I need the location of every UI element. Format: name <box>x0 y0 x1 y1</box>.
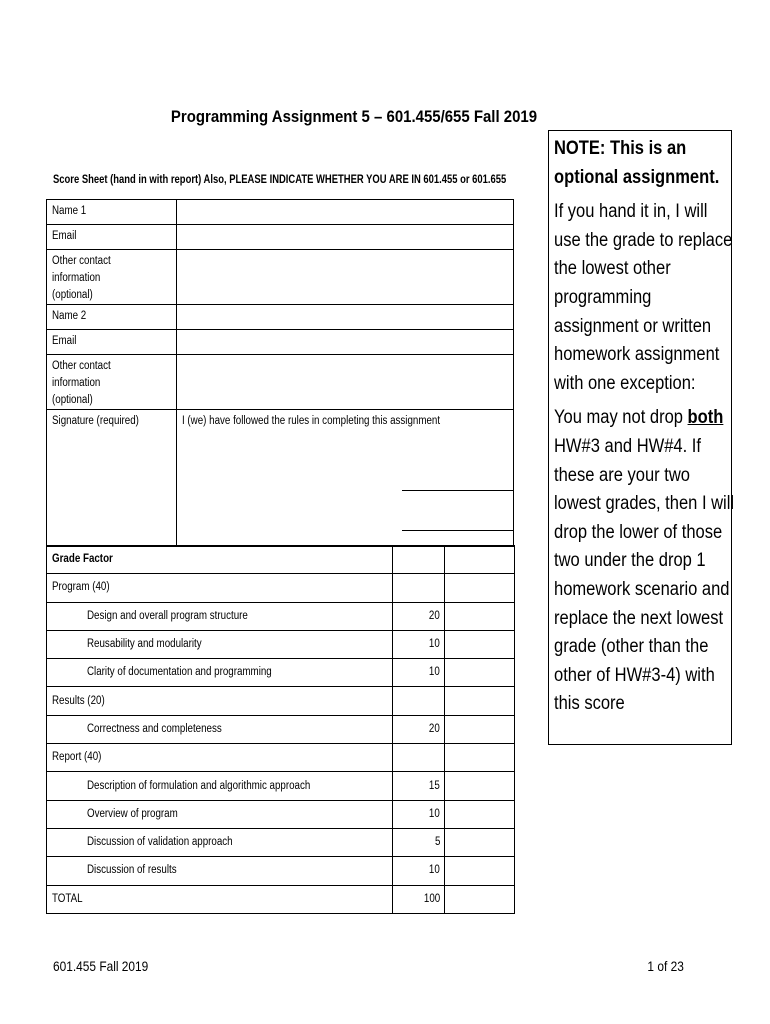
grade-row-label: Report (40) <box>52 751 102 764</box>
footer-course: 601.455 Fall 2019 <box>53 958 149 974</box>
grade-row-score-field[interactable] <box>445 800 515 828</box>
grade-row-label: Program (40) <box>52 581 110 594</box>
name2-field[interactable] <box>177 305 514 330</box>
other-contact2-label <box>52 358 153 409</box>
grade-row-label: Results (20) <box>52 694 105 707</box>
note-emphasis-both: both <box>687 407 724 429</box>
grade-row-points: 20 <box>429 609 440 622</box>
grade-row <box>47 828 515 856</box>
grade-row-label: Reusability and modularity <box>87 638 202 651</box>
other-contact2-label-line1: Other contact information <box>52 360 111 389</box>
email2-label: Email <box>52 335 77 347</box>
score-header-cell <box>445 546 515 574</box>
email2-field[interactable] <box>177 330 514 355</box>
grade-row <box>47 772 515 800</box>
grade-row <box>47 574 515 602</box>
note-paragraph-1: If you hand it in, I will use the grade to replace the lowest other programming assignment or written homework assignment with one exception: <box>554 201 733 394</box>
grade-row-label: Overview of program <box>87 807 178 820</box>
name2-label: Name 2 <box>52 310 87 322</box>
grade-row <box>47 687 515 715</box>
other-contact1-label-line2: (optional) <box>52 289 93 301</box>
grade-row <box>47 630 515 658</box>
email1-row <box>47 225 514 250</box>
grade-row-score-field[interactable] <box>445 630 515 658</box>
grade-row-score-field[interactable] <box>445 744 515 772</box>
grade-row-score-field[interactable] <box>445 687 515 715</box>
grade-row-score-field[interactable] <box>445 715 515 743</box>
other-contact1-field[interactable] <box>177 250 514 305</box>
total-row <box>47 885 515 913</box>
score-sheet-instructions: Score Sheet (hand in with report) Also, PLEASE INDICATE WHETHER YOU ARE IN 601.455 or 601.655 <box>53 174 507 186</box>
grade-row-label: Description of formulation and algorithmic approach <box>87 779 311 792</box>
other-contact1-label <box>52 253 153 304</box>
other-contact2-row <box>47 355 514 410</box>
grade-row-score-field[interactable] <box>445 574 515 602</box>
grade-row <box>47 659 515 687</box>
signature-line-2[interactable] <box>402 530 514 531</box>
grade-row-label: Design and overall program structure <box>87 609 248 622</box>
other-contact1-row <box>47 250 514 305</box>
grade-row-label: Clarity of documentation and programming <box>87 666 272 679</box>
grade-row-points: 20 <box>429 722 440 735</box>
optional-assignment-note <box>548 130 735 745</box>
signature-field[interactable] <box>177 410 514 547</box>
name2-row <box>47 305 514 330</box>
grade-row-score-field[interactable] <box>445 857 515 885</box>
grade-row <box>47 857 515 885</box>
note-paragraph-2-rest: HW#3 and HW#4. If these are your two lowest grades, then I will drop the lower of those two under the drop 1 homework scenario and replace the next lowest grade (other than the other of HW#3-4) with this score <box>554 435 735 715</box>
grade-row-score-field[interactable] <box>445 772 515 800</box>
grade-row <box>47 715 515 743</box>
signature-line-1[interactable] <box>402 490 514 491</box>
email1-label: Email <box>52 230 77 242</box>
name1-row <box>47 200 514 225</box>
points-header-cell <box>393 546 445 574</box>
grade-factor-header: Grade Factor <box>52 553 113 566</box>
signature-label: Signature (required) <box>52 415 139 427</box>
grade-row-points: 10 <box>429 666 440 679</box>
note-paragraph-2 <box>554 404 737 719</box>
grade-header-row <box>47 546 515 574</box>
email2-row <box>47 330 514 355</box>
other-contact2-field[interactable] <box>177 355 514 410</box>
grade-row-label: Correctness and completeness <box>87 722 222 735</box>
total-score-field[interactable] <box>445 885 515 913</box>
grade-row <box>47 602 515 630</box>
signature-statement: I (we) have followed the rules in completing this assignment <box>182 415 441 427</box>
grade-row <box>47 744 515 772</box>
signature-row <box>47 410 514 547</box>
grade-row-points: 10 <box>429 864 440 877</box>
total-points: 100 <box>423 892 440 905</box>
grade-row-points: 5 <box>434 836 440 849</box>
grade-row-points: 10 <box>429 638 440 651</box>
other-contact2-label-line2: (optional) <box>52 394 93 406</box>
name1-label: Name 1 <box>52 205 87 217</box>
grade-factor-table <box>46 545 515 914</box>
grade-row-score-field[interactable] <box>445 828 515 856</box>
note-paragraph-2-start: You may not drop <box>554 407 688 429</box>
page-number: 1 of 23 <box>647 958 684 974</box>
student-info-table <box>46 199 514 547</box>
grade-row-points: 15 <box>429 779 440 792</box>
grade-row-score-field[interactable] <box>445 659 515 687</box>
document-title: Programming Assignment 5 – 601.455/655 Fall 2019 <box>170 107 538 126</box>
note-heading: NOTE: This is an optional assignment. <box>554 138 720 188</box>
grade-row-label: Discussion of validation approach <box>87 836 233 849</box>
grade-row-label: Discussion of results <box>87 864 177 877</box>
grade-row-points: 10 <box>429 807 440 820</box>
grade-row <box>47 800 515 828</box>
email1-field[interactable] <box>177 225 514 250</box>
grade-row-score-field[interactable] <box>445 602 515 630</box>
name1-field[interactable] <box>177 200 514 225</box>
total-label: TOTAL <box>52 892 83 905</box>
other-contact1-label-line1: Other contact information <box>52 255 111 284</box>
